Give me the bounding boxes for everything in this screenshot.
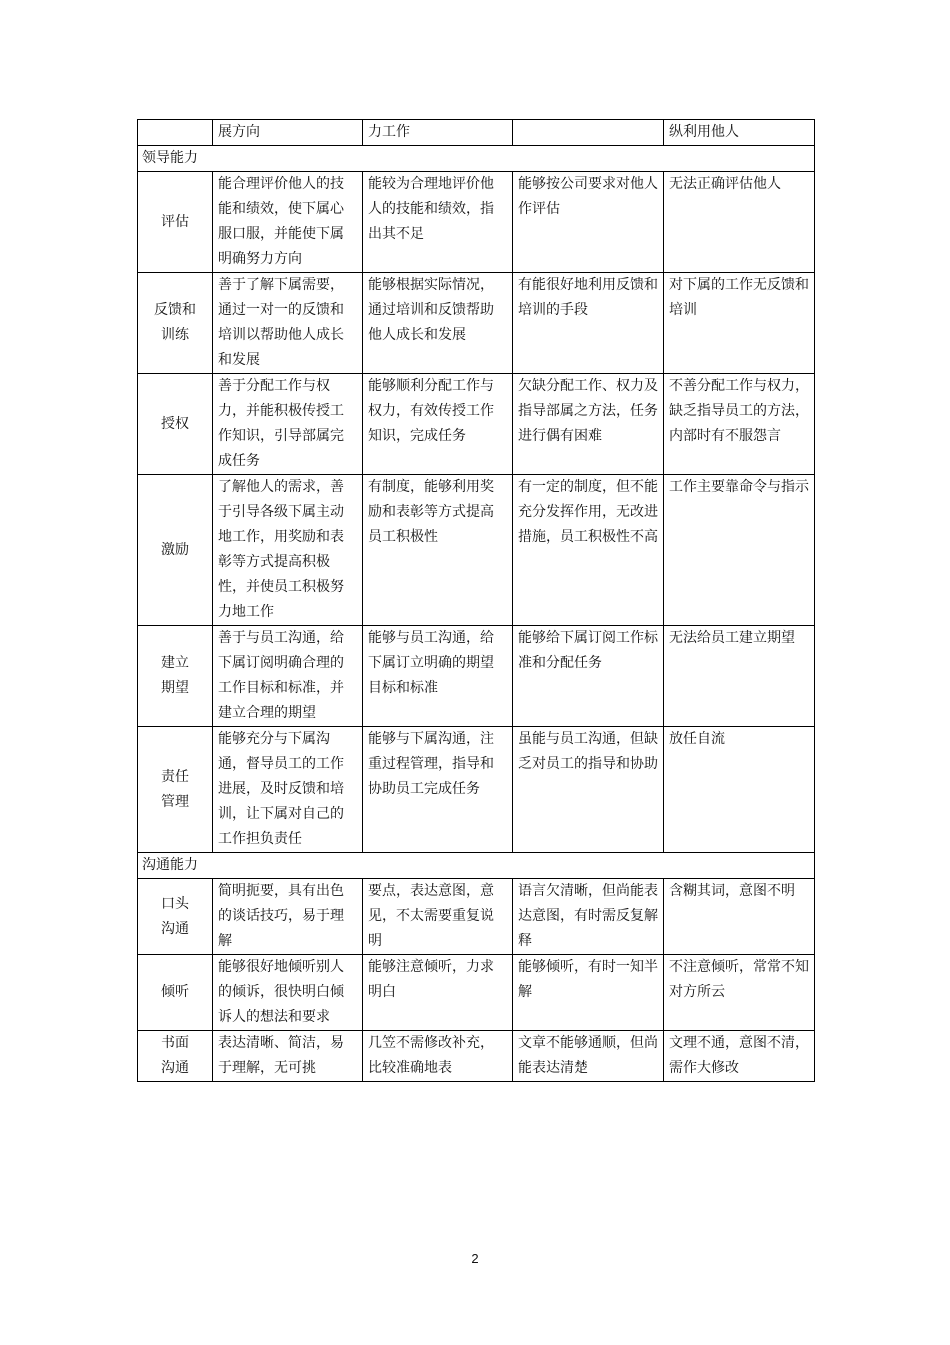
row-label: 反馈和 训练 [138,273,213,374]
level-cell: 表达清晰、简洁，易于理解，无可挑 [213,1031,363,1082]
level-cell: 语言欠清晰，但尚能表达意图，有时需反复解释 [513,879,664,955]
level-cell: 简明扼要，具有出色的谈话技巧，易于理解 [213,879,363,955]
level-cell: 要点，表达意图，意见，不太需要重复说明 [363,879,513,955]
level-cell: 能够顺利分配工作与权力，有效传授工作知识，完成任务 [363,374,513,475]
level-cell: 含糊其词，意图不明 [664,879,815,955]
section-header-row [138,853,815,879]
level-cell: 虽能与员工沟通，但缺乏对员工的指导和协助 [513,727,664,853]
level-cell: 无法正确评估他人 [664,172,815,273]
table-row [138,172,815,273]
level-cell: 文理不通，意图不清，需作大修改 [664,1031,815,1082]
header-row [138,120,815,146]
row-label: 激励 [138,475,213,626]
level-cell: 善于了解下属需要，通过一对一的反馈和培训以帮助他人成长和发展 [213,273,363,374]
level-cell: 能够根据实际情况，通过培训和反馈帮助他人成长和发展 [363,273,513,374]
level-cell: 有能很好地利用反馈和培训的手段 [513,273,664,374]
section-title: 领导能力 [138,146,815,172]
header-cell: 力工作 [363,120,513,146]
level-cell: 能较为合理地评价他人的技能和绩效，指出其不足 [363,172,513,273]
page-number: 2 [471,1251,479,1266]
level-cell: 无法给员工建立期望 [664,626,815,727]
level-cell: 能够与员工沟通，给下属订立明确的期望目标和标准 [363,626,513,727]
evaluation-table [137,119,815,1082]
level-cell: 能够与下属沟通，注重过程管理，指导和协助员工完成任务 [363,727,513,853]
level-cell: 几笠不需修改补充，比较准确地表 [363,1031,513,1082]
level-cell: 有一定的制度，但不能充分发挥作用，无改进措施，员工积极性不高 [513,475,664,626]
level-cell: 对下属的工作无反馈和培训 [664,273,815,374]
level-cell: 了解他人的需求，善于引导各级下属主动地工作，用奖励和表彰等方式提高积极性，并使员工积极努力地工作 [213,475,363,626]
section-header-row [138,146,815,172]
level-cell: 能够倾听，有时一知半解 [513,955,664,1031]
table-row [138,879,815,955]
table-row [138,1031,815,1082]
level-cell: 欠缺分配工作、权力及指导部属之方法，任务进行偶有困难 [513,374,664,475]
level-cell: 能够充分与下属沟通，督导员工的工作进展，及时反馈和培训，让下属对自己的工作担负责任 [213,727,363,853]
section-title: 沟通能力 [138,853,815,879]
row-label: 授权 [138,374,213,475]
level-cell: 能够注意倾听，力求明白 [363,955,513,1031]
header-cell: 展方向 [213,120,363,146]
table-row [138,374,815,475]
level-cell: 善于与员工沟通，给下属订阅明确合理的工作目标和标准，并建立合理的期望 [213,626,363,727]
row-label: 建立 期望 [138,626,213,727]
level-cell: 工作主要靠命令与指示 [664,475,815,626]
row-label: 书面 沟通 [138,1031,213,1082]
table-row [138,955,815,1031]
level-cell: 能够很好地倾听别人的倾诉，很快明白倾诉人的想法和要求 [213,955,363,1031]
level-cell: 文章不能够通顺，但尚能表达清楚 [513,1031,664,1082]
table-row [138,475,815,626]
row-label: 评估 [138,172,213,273]
row-label: 倾听 [138,955,213,1031]
row-label: 责任 管理 [138,727,213,853]
header-cell [513,120,664,146]
level-cell: 不注意倾听，常常不知对方所云 [664,955,815,1031]
level-cell: 不善分配工作与权力，缺乏指导员工的方法，内部时有不服怨言 [664,374,815,475]
table-row [138,626,815,727]
level-cell: 放任自流 [664,727,815,853]
header-cell: 纵利用他人 [664,120,815,146]
header-cell [138,120,213,146]
table-row [138,727,815,853]
level-cell: 能合理评价他人的技能和绩效，使下属心服口服，并能使下属明确努力方向 [213,172,363,273]
level-cell: 善于分配工作与权力，并能积极传授工作知识，引导部属完成任务 [213,374,363,475]
level-cell: 能够给下属订阅工作标准和分配任务 [513,626,664,727]
row-label: 口头 沟通 [138,879,213,955]
table-row [138,273,815,374]
level-cell: 能够按公司要求对他人作评估 [513,172,664,273]
level-cell: 有制度，能够利用奖励和表彰等方式提高员工积极性 [363,475,513,626]
